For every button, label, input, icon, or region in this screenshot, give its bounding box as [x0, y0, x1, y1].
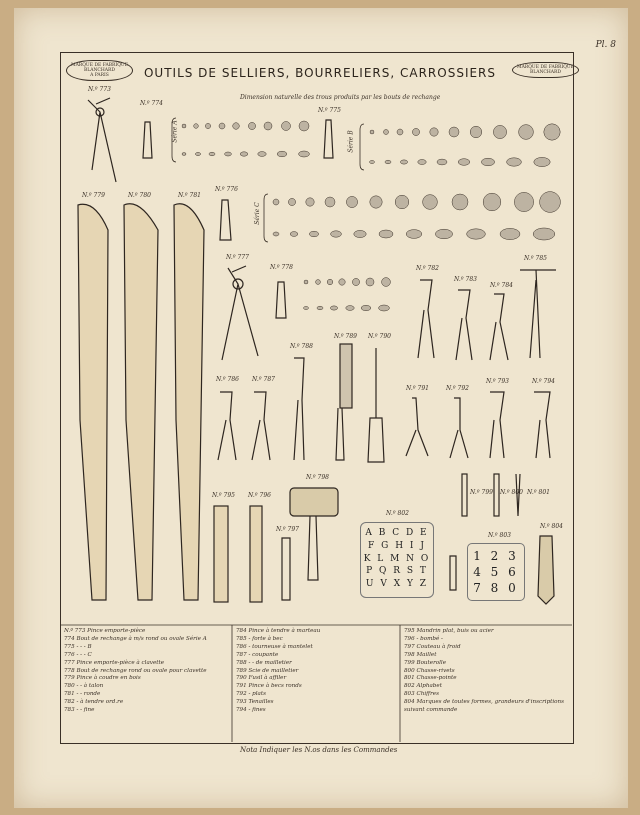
rivet-punch-800-icon	[494, 474, 499, 516]
label-784: N.º 784	[490, 282, 513, 289]
series-c-holes	[273, 192, 560, 240]
label-778: N.º 778	[270, 264, 293, 271]
label-802: N.º 802	[386, 510, 409, 517]
pliers-784-icon	[490, 294, 508, 360]
punch-plier-777-icon	[222, 266, 258, 360]
label-791: N.º 791	[406, 385, 429, 392]
series-b-label: Série B	[347, 130, 355, 153]
rivet-set-799-icon	[462, 474, 467, 516]
round-nose-pliers-791-icon	[406, 398, 428, 456]
pincers-793-icon	[490, 392, 504, 458]
saw-789-icon	[336, 344, 352, 460]
label-773: N.º 773	[88, 86, 111, 93]
label-801: N.º 801	[527, 489, 550, 496]
label-776: N.º 776	[215, 186, 238, 193]
mallet-798-icon	[290, 488, 338, 580]
digits-plate-803: 1 2 3 4 5 6 7 8 0	[467, 543, 525, 601]
label-782: N.º 782	[416, 265, 439, 272]
label-777: N.º 777	[226, 254, 249, 261]
pliers-786-icon	[218, 392, 236, 460]
pliers-782-icon	[418, 280, 434, 358]
label-788: N.º 788	[290, 343, 313, 350]
label-780: N.º 780	[128, 192, 151, 199]
label-781: N.º 781	[178, 192, 201, 199]
legend-column-3: 795 Mandrin plat, buis ou acier 796 - bombé - 797 Couteau à froid 798 Maillet 799 Bouterolle 800 Chasse-rivets 801 Chasse-pointe 802 Alphabet 803 Chiffres 804 Marques de toutes formes, grandeurs d'inscriptions suivant commande	[404, 628, 565, 714]
series-a-label: Série A	[171, 120, 179, 143]
punch-tube-774-icon	[143, 122, 152, 158]
series-c-label: Série C	[253, 202, 261, 225]
label-789: N.º 789	[334, 333, 357, 340]
legend-column-1: N.º 773 Pince emporte-pièce 774 Bout de rechange à m/s rond ou ovale Série A 775 - - - B 776 - - - C 777 Pince emporte-pièce à clavette 778 Bout de rechange rond ou ovale pour clavette 779 Pince à coudre en bois 780 - - à talon 781 - - ronde 782 - à tendre ord.re 783 - - fine	[64, 628, 207, 714]
label-795: N.º 795	[212, 492, 235, 499]
mandrel-796-icon	[250, 506, 262, 602]
series-b-holes	[370, 124, 561, 167]
mark-punch-804-icon	[538, 536, 554, 604]
cold-knife-797-icon	[282, 538, 290, 600]
punch-tube-775-icon	[324, 120, 333, 158]
label-779: N.º 779	[82, 192, 105, 199]
label-790: N.º 790	[368, 333, 391, 340]
small-punch-icon	[450, 556, 456, 590]
label-774: N.º 774	[140, 100, 163, 107]
hammer-pliers-785-icon	[520, 270, 556, 358]
label-804: N.º 804	[540, 523, 563, 530]
nail-punch-801-icon	[516, 474, 520, 516]
label-796: N.º 796	[248, 492, 271, 499]
series-a-holes	[182, 121, 309, 157]
label-800: N.º 800	[500, 489, 523, 496]
label-798: N.º 798	[306, 474, 329, 481]
label-783: N.º 783	[454, 276, 477, 283]
punch-plier-773-icon	[88, 98, 116, 182]
flat-pliers-792-icon	[450, 398, 468, 458]
sharpener-790-icon	[368, 348, 384, 462]
plate-number: Pl. 8	[595, 40, 616, 50]
label-787: N.º 787	[252, 376, 275, 383]
label-803: N.º 803	[488, 532, 511, 539]
label-794: N.º 794	[532, 378, 555, 385]
order-note: Nota Indiquer les N.os dans les Commandes	[240, 746, 398, 754]
label-792: N.º 792	[446, 385, 469, 392]
wooden-clamp-780-icon	[124, 204, 158, 600]
page-title: OUTILS DE SELLIERS, BOURRELIERS, CARROSSIERS	[143, 66, 497, 80]
label-793: N.º 793	[486, 378, 509, 385]
pliers-787-icon	[252, 392, 270, 460]
wooden-clamp-779-icon	[78, 204, 108, 600]
mandrel-795-icon	[214, 506, 228, 602]
alphabet-plate-802: A B C D E F G H I J K L M N O P Q R S T U V X Y Z	[360, 522, 434, 598]
fine-pincers-794-icon	[534, 392, 550, 458]
clavette-holes-778	[304, 278, 391, 311]
label-775: N.º 775	[318, 107, 341, 114]
label-799: N.º 799	[470, 489, 493, 496]
trademark-right: MARQUE DE FABRIQUE BLANCHARD	[512, 62, 579, 78]
label-786: N.º 786	[216, 376, 239, 383]
punch-tube-778-icon	[276, 282, 286, 318]
label-785: N.º 785	[524, 255, 547, 262]
dimension-note: Dimension naturelle des trous produits par les bouts de rechange	[240, 94, 441, 101]
punch-tube-776-icon	[220, 200, 231, 240]
trademark-left: MARQUE DE FABRIQUE BLANCHARD A PARIS	[66, 60, 133, 81]
nippers-788-icon	[294, 358, 304, 460]
wooden-clamp-781-icon	[174, 204, 204, 600]
legend-column-2: 784 Pince à tendre à marteau 785 - forte à bec 786 - tourneuse à mantelet 787 - coupante 788 - - de mailletier 789 Scie de mailletier 790 Fusil à affiler 791 Pince à becs ronds 792 - plats 793 Tenailles 794 - fines	[236, 628, 321, 714]
label-797: N.º 797	[276, 526, 299, 533]
pliers-783-icon	[456, 290, 472, 360]
